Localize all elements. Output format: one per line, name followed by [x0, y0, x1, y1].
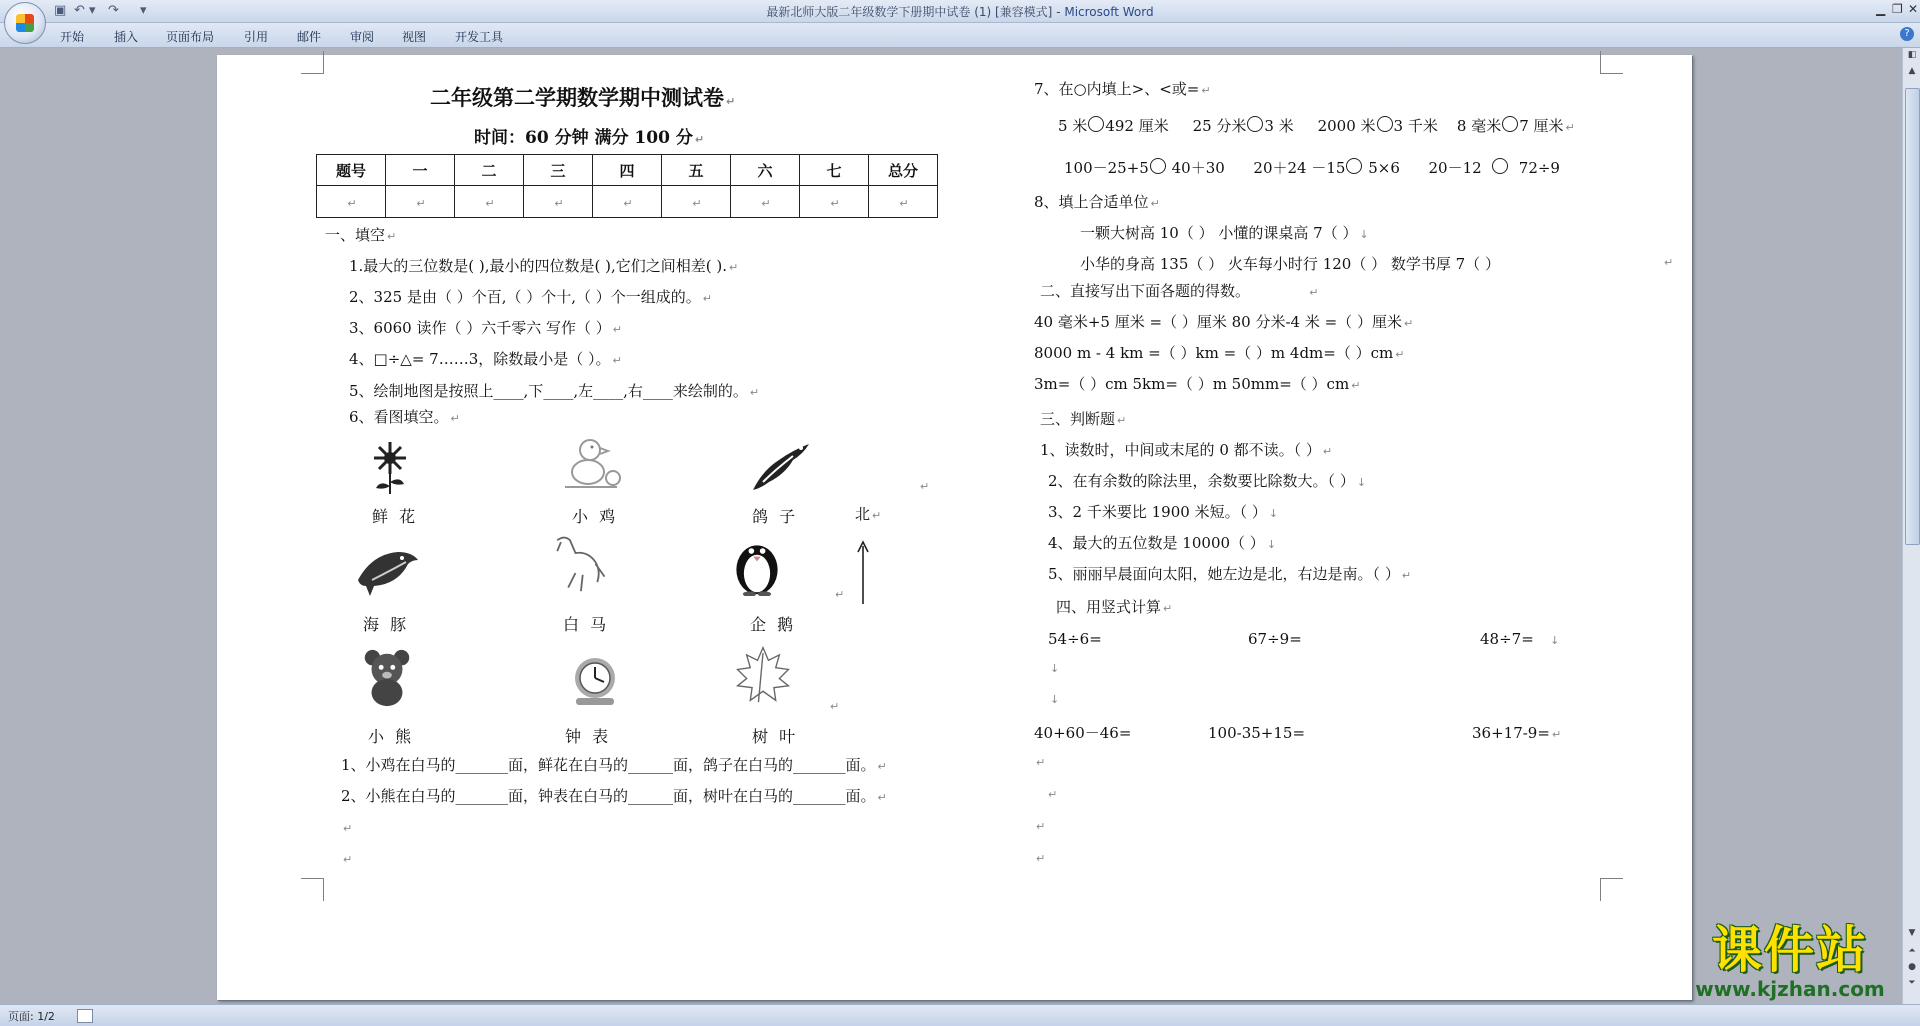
- question-6: 6、看图填空。 ↵: [349, 408, 460, 426]
- judge-item-3: 3、2 千米要比 1900 米短。（ ） ↓: [1048, 503, 1279, 521]
- score-header: 题号: [317, 155, 386, 186]
- score-header: 三: [524, 155, 593, 186]
- convert-row-2: 8000 m - 4 km =（ ）km =（ ）m 4dm=（ ）cm ↵: [1034, 344, 1405, 362]
- crop-mark: [1600, 878, 1623, 901]
- compare-circle[interactable]: [1377, 116, 1393, 132]
- chick-icon: [555, 432, 625, 492]
- office-logo-icon: [16, 14, 34, 32]
- score-cell[interactable]: ↵: [386, 186, 455, 218]
- doc-subtitle: 时间：60 分钟 满分 100 分 ↵: [474, 128, 705, 148]
- question-3: 3、6060 读作（ ）六千零六 写作（ ） ↵: [349, 319, 623, 337]
- caption-pigeon: 鸽 子: [752, 507, 799, 526]
- scroll-up-icon[interactable]: ▲: [1908, 66, 1916, 76]
- dolphin-icon: [352, 540, 422, 600]
- redo-icon[interactable]: ↷: [108, 3, 119, 18]
- tab-insert[interactable]: 插入: [114, 30, 139, 44]
- vertical-scrollbar[interactable]: [1902, 48, 1920, 1004]
- question-8: 8、填上合适单位 ↵: [1034, 193, 1160, 211]
- minimize-icon[interactable]: ▁: [1876, 2, 1886, 16]
- caption-flower: 鲜 花: [372, 507, 419, 526]
- help-icon[interactable]: ?: [1900, 27, 1914, 41]
- proofing-icon[interactable]: [77, 1009, 93, 1023]
- prev-page-icon[interactable]: ⏶: [1908, 946, 1916, 956]
- score-header: 五: [662, 155, 731, 186]
- section-1-heading: 一、填空 ↵: [325, 226, 397, 244]
- calc-1: 54÷6=: [1048, 630, 1102, 648]
- score-cell[interactable]: ↵: [731, 186, 800, 218]
- maximize-icon[interactable]: ❐: [1892, 2, 1903, 16]
- north-label: 北 ↵: [855, 505, 882, 523]
- paragraph-mark: ↵: [343, 822, 353, 835]
- convert-row-3: 3m=（ ）cm 5km=（ ）m 50mm=（ ）cm ↵: [1034, 375, 1361, 393]
- score-cell[interactable]: ↵: [869, 186, 938, 218]
- tab-page-layout[interactable]: 页面布局: [166, 30, 215, 44]
- caption-clock: 钟 表: [565, 727, 612, 746]
- doc-title: 二年级第二学期数学期中测试卷 ↵: [430, 85, 736, 110]
- window-title: 最新北师大版二年级数学下册期中试卷 (1) [兼容模式] - Microsoft Word: [766, 5, 1154, 19]
- penguin-icon: [722, 536, 792, 596]
- calc-6: 36+17-9= ↵: [1472, 724, 1562, 742]
- judge-item-4: 4、最大的五位数是 10000（ ） ↓: [1048, 534, 1277, 552]
- compare-row-2: 100－25+5 40＋30 20＋24 －15 5×6 20－12 72÷9: [1064, 159, 1560, 177]
- caption-leaf: 树 叶: [752, 727, 799, 746]
- leaf-icon: [728, 644, 798, 704]
- judge-item-5: 5、丽丽早晨面向太阳，她左边是北，右边是南。（ ） ↵: [1048, 565, 1412, 583]
- score-cell[interactable]: ↵: [800, 186, 869, 218]
- paragraph-mark: ↵: [1036, 852, 1046, 865]
- ribbon-tabs: [0, 23, 1920, 48]
- compare-circle[interactable]: [1247, 116, 1263, 132]
- unit-row-1: 一颗大树高 10（ ） 小懂的课桌高 7（ ） ↓: [1080, 224, 1369, 242]
- watermark-url: www.kjzhan.com: [1695, 977, 1885, 1001]
- compare-circle[interactable]: [1346, 158, 1362, 174]
- scroll-down-icon[interactable]: ▼: [1908, 928, 1916, 938]
- ruler-toggle-icon[interactable]: ◧: [1907, 50, 1917, 60]
- tab-home[interactable]: 开始: [60, 30, 85, 44]
- watermark-name: 课件站: [1712, 921, 1868, 979]
- tab-view[interactable]: 视图: [402, 30, 427, 44]
- select-browse-object-icon[interactable]: ●: [1908, 962, 1916, 972]
- fill-line-1: 1、小鸡在白马的_______面，鲜花在白马的______面，鸽子在白马的_______面。 ↵: [341, 756, 887, 774]
- paragraph-mark: ↵: [835, 588, 845, 601]
- close-icon[interactable]: ✕: [1908, 2, 1919, 16]
- compare-circle[interactable]: [1492, 158, 1508, 174]
- compare-row-1: 5 米 492 厘米 25 分米 3 米 2000 米 3 千米 8 毫米 7 厘米 ↵: [1058, 117, 1575, 135]
- next-page-icon[interactable]: ⏷: [1908, 978, 1916, 988]
- section-2-heading: 二、直接写出下面各题的得数。 ↵: [1040, 282, 1319, 300]
- flower-icon: [355, 438, 425, 498]
- fill-line-2: 2、小熊在白马的_______面，钟表在白马的______面，树叶在白马的_______面。 ↵: [341, 787, 887, 805]
- paragraph-mark: ↵: [1048, 788, 1058, 801]
- caption-bear: 小 熊: [368, 727, 415, 746]
- score-header: 七: [800, 155, 869, 186]
- calc-3: 48÷7= ↓: [1480, 630, 1560, 648]
- score-header: 总分: [869, 155, 938, 186]
- caption-dolphin: 海 豚: [363, 615, 410, 634]
- section-3-heading: 三、判断题 ↵: [1040, 410, 1127, 428]
- question-1: 1.最大的三位数是( ),最小的四位数是( ),它们之间相差( ). ↵: [349, 257, 739, 275]
- customize-icon[interactable]: ▾: [140, 3, 147, 18]
- calc-2: 67÷9=: [1248, 630, 1302, 648]
- convert-row-1: 40 毫米+5 厘米 =（ ）厘米 80 分米-4 米 =（ ）厘米 ↵: [1034, 313, 1414, 331]
- bear-icon: [352, 648, 422, 708]
- compare-circle[interactable]: [1088, 116, 1104, 132]
- paragraph-mark: ↵: [1036, 820, 1046, 833]
- status-bar: [0, 1004, 1920, 1026]
- undo-icon[interactable]: ↶ ▾: [74, 3, 96, 18]
- crop-mark: [301, 51, 324, 74]
- score-cell[interactable]: ↵: [593, 186, 662, 218]
- score-header: 六: [731, 155, 800, 186]
- paragraph-mark: ↵: [343, 853, 353, 866]
- score-header: 二: [455, 155, 524, 186]
- calc-5: 100-35+15=: [1208, 724, 1306, 742]
- paragraph-mark: ↓: [1050, 662, 1060, 675]
- paragraph-mark: ↵: [920, 480, 930, 493]
- paragraph-mark: ↵: [1036, 756, 1046, 769]
- caption-chick: 小 鸡: [572, 507, 619, 526]
- score-cell[interactable]: ↵: [662, 186, 731, 218]
- scrollbar-thumb[interactable]: [1905, 88, 1920, 545]
- paragraph-mark: ↓: [1050, 693, 1060, 706]
- question-5: 5、绘制地图是按照上____,下____,左____,右____来绘制的。 ↵: [349, 382, 760, 400]
- save-icon[interactable]: ▣: [54, 3, 67, 18]
- score-cell[interactable]: ↵: [455, 186, 524, 218]
- watermark-logo: [1670, 922, 1910, 1000]
- question-2: 2、325 是由（ ）个百,（ ）个十,（ ）个一组成的。 ↵: [349, 288, 713, 306]
- caption-horse: 白 马: [563, 615, 610, 634]
- score-header: 一: [386, 155, 455, 186]
- compare-circle[interactable]: [1150, 158, 1166, 174]
- crop-mark: [301, 878, 324, 901]
- judge-item-2: 2、在有余数的除法里，余数要比除数大。（ ） ↓: [1048, 472, 1367, 490]
- score-cell[interactable]: ↵: [524, 186, 593, 218]
- judge-item-1: 1、读数时，中间或末尾的 0 都不读。（ ） ↵: [1040, 441, 1333, 459]
- tab-review[interactable]: 审阅: [350, 30, 375, 44]
- unit-row-2: 小华的身高 135（ ） 火车每小时行 120（ ） 数学书厚 7（ ）: [1080, 255, 1500, 273]
- section-4-heading: 四、用竖式计算 ↵: [1056, 598, 1173, 616]
- paragraph-mark: ↵: [1664, 256, 1674, 269]
- tab-mailings[interactable]: 邮件: [297, 30, 322, 44]
- page-count[interactable]: 页面: 1/2: [8, 1010, 55, 1023]
- calc-4: 40+60－46=: [1034, 724, 1132, 742]
- north-arrow-icon: [855, 540, 871, 606]
- title-bar: [0, 0, 1920, 23]
- tab-references[interactable]: 引用: [244, 30, 269, 44]
- tab-developer[interactable]: 开发工具: [455, 30, 504, 44]
- horse-icon: [545, 533, 615, 593]
- pigeon-icon: [745, 436, 815, 496]
- caption-penguin: 企 鹅: [750, 615, 797, 634]
- question-7: 7、在○内填上>、<或= ↵: [1034, 80, 1211, 98]
- crop-mark: [1600, 51, 1623, 74]
- paragraph-mark: ↵: [830, 700, 840, 713]
- clock-icon: [560, 652, 630, 712]
- score-table: [316, 154, 938, 218]
- question-4: 4、□÷△= 7……3，除数最小是（ ）。 ↵: [349, 350, 622, 368]
- compare-circle[interactable]: [1502, 116, 1518, 132]
- office-button[interactable]: [4, 2, 46, 44]
- score-header: 四: [593, 155, 662, 186]
- score-cell[interactable]: ↵: [317, 186, 386, 218]
